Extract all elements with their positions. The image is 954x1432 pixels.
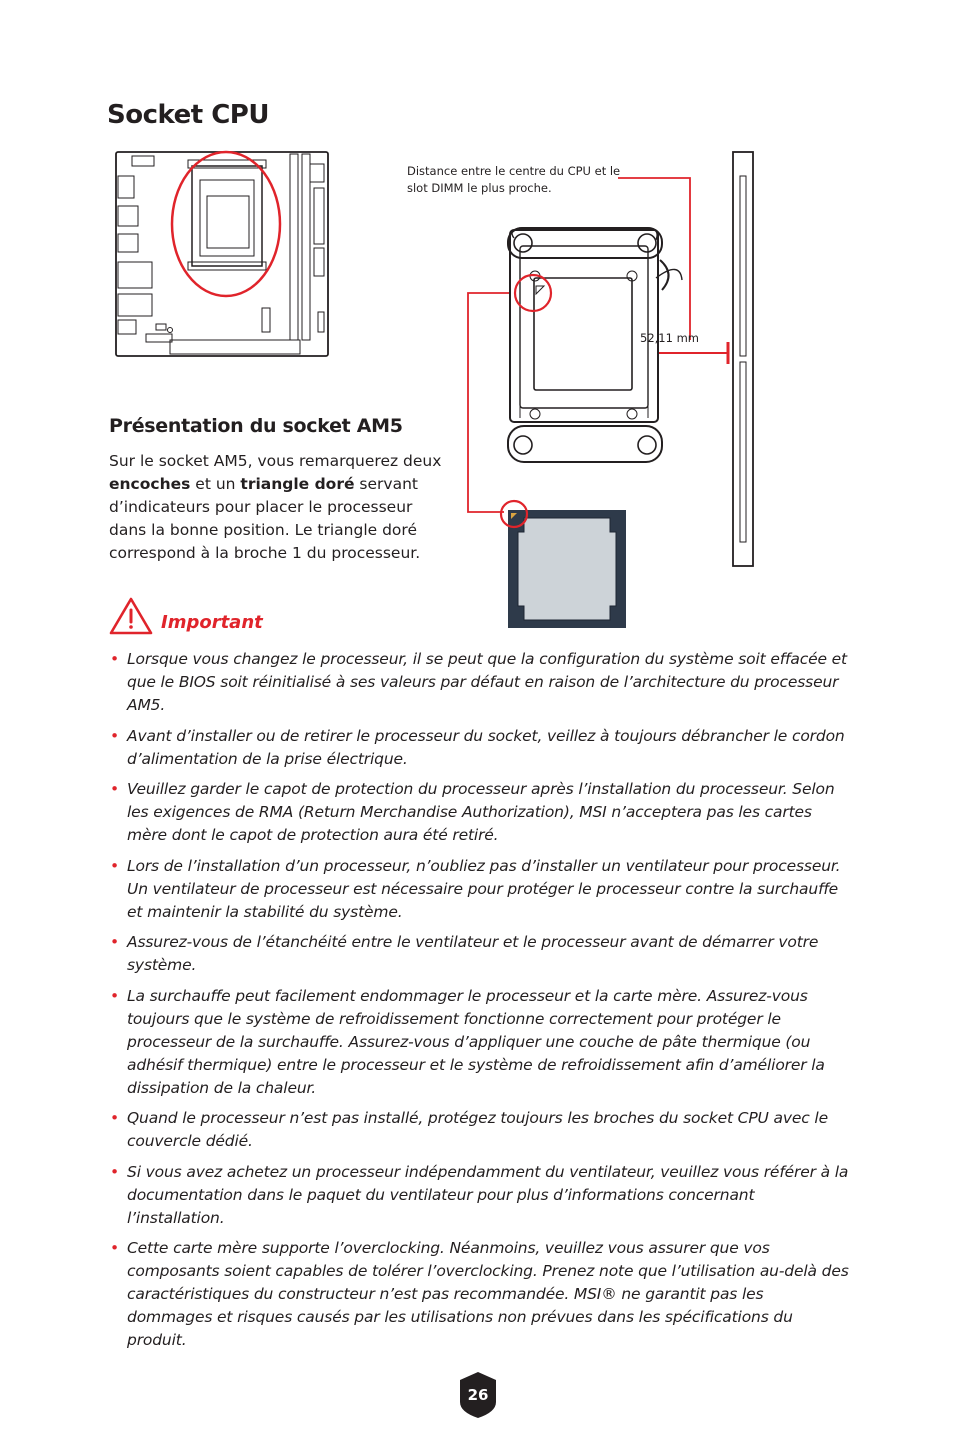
- warning-triangle-icon: [108, 596, 154, 636]
- intro-text-1: Sur le socket AM5, vous remarquerez deux: [109, 452, 442, 470]
- list-item: • La surchauffe peut facilement endommager le processeur et la carte mère. Assurez-vous toujours que le système de refroidissement fonctionne correctement pour protéger le processeur de la surchauffe. Assurez-vous d’appliquer une couche de pâte thermique (ou adhésif thermique) entre le processeur et le système de refroidissement afin d’améliorer la dissipation de la chaleur.: [110, 985, 850, 1100]
- intro-paragraph: [109, 450, 444, 565]
- section-subtitle: Présentation du socket AM5: [109, 415, 403, 437]
- list-item: • Quand le processeur n’est pas installé, protégez toujours les broches du socket CPU avec le couvercle dédié.: [110, 1107, 850, 1153]
- list-item: • Assurez-vous de l’étanchéité entre le ventilateur et le processeur avant de démarrer votre système.: [110, 931, 850, 977]
- page-title: Socket CPU: [107, 100, 269, 130]
- socket-detail-diagram: [460, 150, 760, 630]
- page-number: 26: [467, 1386, 489, 1404]
- list-item: • Veuillez garder le capot de protection du processeur après l’installation du processeur. Selon les exigences de RMA (Return Merchandise Authorization), MSI n’acceptera pas les cartes mère dont le capot de protection aura été retiré.: [110, 778, 850, 847]
- motherboard-diagram: [110, 148, 332, 360]
- important-list: [110, 648, 850, 1360]
- list-item: • Cette carte mère supporte l’overclocking. Néanmoins, veuillez vous assurer que vos composants soient capables de tolérer l’overclocking. Prenez note que l’utilisation au-delà des caractéristiques du constructeur n’est pas recommandée. MSI® ne garantit pas les dommages et risques causés par les utilisations non prévues dans les spécifications du produit.: [110, 1237, 850, 1352]
- list-item: • Avant d’installer ou de retirer le processeur du socket, veillez à toujours débrancher le cordon d’alimentation de la prise électrique.: [110, 725, 850, 771]
- list-item: • Lors de l’installation d’un processeur, n’oubliez pas d’installer un ventilateur pour processeur. Un ventilateur de processeur est nécessaire pour protéger le processeur contre la surchauffe et maintenir la stabilité du système.: [110, 855, 850, 924]
- intro-bold-triangle: triangle doré: [240, 475, 355, 493]
- cpu-package: [501, 501, 626, 628]
- list-item: • Si vous avez achetez un processeur indépendamment du ventilateur, veuillez vous référer à la documentation dans le paquet du ventilateur pour plus d’informations concernant l’installation.: [110, 1161, 850, 1230]
- distance-label: 52,11 mm: [640, 331, 699, 345]
- intro-bold-notches: encoches: [109, 475, 191, 493]
- distance-callout: Distance entre le centre du CPU et le slot DIMM le plus proche.: [407, 164, 621, 195]
- important-label: Important: [161, 612, 263, 633]
- list-item: • Lorsque vous changez le processeur, il se peut que la configuration du système soit effacée et que le BIOS soit réinitialisé à ses valeurs par défaut en raison de l’architecture du processeur AM5.: [110, 648, 850, 717]
- intro-text-2: et un: [190, 475, 241, 493]
- intro-text-3: servant d’indicateurs pour placer le processeur dans la bonne position. Le triangle doré correspond à la broche 1 du processeur.: [109, 475, 421, 562]
